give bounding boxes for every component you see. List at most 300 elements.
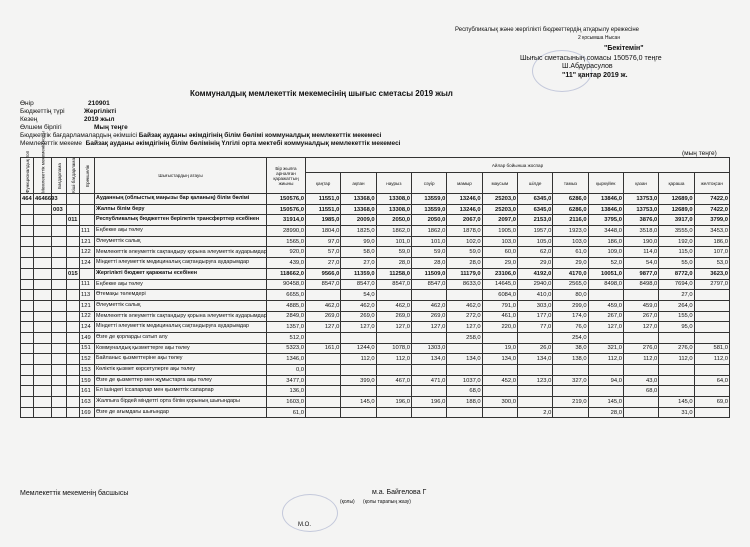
table-cell	[67, 258, 80, 269]
table-cell: 188,0	[447, 397, 482, 408]
table-cell: 25203,0	[482, 194, 517, 205]
table-cell: 462,0	[376, 300, 411, 311]
table-cell	[376, 290, 411, 301]
table-cell: 8633,0	[447, 279, 482, 290]
table-cell	[341, 407, 376, 418]
table-cell: 6655,0	[267, 290, 306, 301]
table-row	[21, 354, 730, 365]
table-cell: 8547,0	[411, 279, 446, 290]
table-cell: 3518,0	[623, 226, 658, 237]
approve-name: Ш.Абдурасулов	[562, 63, 613, 70]
table-cell: 8547,0	[306, 279, 341, 290]
table-cell: 462,0	[306, 300, 341, 311]
table-cell: 28,0	[447, 258, 482, 269]
col-month: наурыз	[376, 173, 411, 194]
table-cell: 192,0	[659, 236, 694, 247]
table-cell: Өзге де қызметтер мен жұмыстарға ақы төлеу	[95, 375, 267, 386]
unit-note: (мың теңге)	[682, 150, 717, 157]
table-cell	[67, 204, 80, 215]
table-cell: 2940,0	[517, 279, 552, 290]
table-cell: 8547,0	[341, 279, 376, 290]
table-cell: 3876,0	[623, 215, 658, 226]
table-cell: 127,0	[623, 322, 658, 333]
table-cell: 3477,0	[267, 375, 306, 386]
table-cell: 13753,0	[623, 194, 658, 205]
table-cell: 58,0	[341, 247, 376, 258]
table-cell	[34, 397, 52, 408]
table-cell	[306, 375, 341, 386]
table-cell: 2849,0	[267, 311, 306, 322]
table-cell: 145,0	[659, 397, 694, 408]
table-cell: 7422,0	[694, 204, 729, 215]
table-cell: 462,0	[341, 300, 376, 311]
table-cell	[482, 386, 517, 397]
table-cell	[306, 290, 341, 301]
table-cell	[21, 407, 34, 418]
table-cell	[34, 247, 52, 258]
col-month: қазан	[623, 173, 658, 194]
table-cell	[21, 375, 34, 386]
table-cell	[553, 386, 588, 397]
table-cell	[34, 343, 52, 354]
table-cell	[694, 332, 729, 343]
table-cell: 11359,0	[341, 268, 376, 279]
table-cell: 13368,0	[341, 194, 376, 205]
table-cell	[67, 279, 80, 290]
table-cell: Ел ішіндегі іссапарлар мен қызметтік сапарлар	[95, 386, 267, 397]
table-cell	[52, 397, 67, 408]
table-cell: 61,0	[553, 247, 588, 258]
table-cell	[34, 236, 52, 247]
table-cell: 272,0	[447, 311, 482, 322]
table-cell: 791,0	[482, 300, 517, 311]
table-cell: Ауданның (облыстық маңызы бар қаланың) білім бөлімі	[95, 194, 267, 205]
footer-signer-name: м.а. Байгелова Г	[372, 489, 427, 496]
table-cell	[21, 268, 34, 279]
table-cell	[376, 386, 411, 397]
table-cell: 134,0	[517, 354, 552, 365]
table-cell	[21, 247, 34, 258]
table-cell	[21, 354, 34, 365]
table-cell: 60,0	[482, 247, 517, 258]
table-cell: 127,0	[306, 322, 341, 333]
table-cell: 54,0	[623, 258, 658, 269]
table-cell	[34, 386, 52, 397]
table-cell	[67, 397, 80, 408]
table-cell	[52, 247, 67, 258]
table-cell: 5323,0	[267, 343, 306, 354]
table-cell: 13246,0	[447, 204, 482, 215]
table-cell: 1957,0	[517, 226, 552, 237]
table-cell: 29,0	[553, 258, 588, 269]
table-cell: 10051,0	[588, 268, 623, 279]
table-cell	[482, 407, 517, 418]
table-cell	[21, 332, 34, 343]
table-cell	[34, 407, 52, 418]
table-cell: Республикалық бюджеттен берілетін трансферттер есебінен	[95, 215, 267, 226]
table-cell: 8772,0	[659, 268, 694, 279]
table-cell: 14645,0	[482, 279, 517, 290]
table-cell	[623, 397, 658, 408]
table-row	[21, 343, 730, 354]
table-cell	[67, 226, 80, 237]
table-cell: 264,0	[659, 300, 694, 311]
table-cell	[67, 386, 80, 397]
table-cell	[588, 332, 623, 343]
table-cell	[34, 279, 52, 290]
table-cell: Көліктік қызмет көрсетулерге ақы төлеу	[95, 365, 267, 376]
table-cell: 3917,0	[659, 215, 694, 226]
table-cell: 163	[80, 397, 95, 408]
table-cell: 112,0	[341, 354, 376, 365]
table-cell: Міндетті әлеуметтік медициналық сақтандыруға аударымдар	[95, 322, 267, 333]
table-cell: 155,0	[659, 311, 694, 322]
table-cell: 9566,0	[306, 268, 341, 279]
table-cell	[34, 290, 52, 301]
table-cell	[52, 279, 67, 290]
table-cell	[341, 386, 376, 397]
table-cell: 53,0	[694, 258, 729, 269]
table-cell: 6286,0	[553, 194, 588, 205]
table-cell: 461,0	[482, 311, 517, 322]
table-cell: 90458,0	[267, 279, 306, 290]
table-cell: 2067,0	[447, 215, 482, 226]
table-cell: 27,0	[341, 258, 376, 269]
table-cell	[411, 332, 446, 343]
table-cell	[52, 258, 67, 269]
table-cell	[80, 215, 95, 226]
col-name: Шығыстардың атауы	[95, 158, 267, 194]
table-cell: Еңбекке ақы төлеу	[95, 226, 267, 237]
table-row	[21, 311, 730, 322]
table-cell	[52, 268, 67, 279]
table-cell: 186,0	[694, 236, 729, 247]
table-cell	[694, 290, 729, 301]
table-cell: 1862,0	[411, 226, 446, 237]
col-inst-code: Мемлекеттік мекеменің коды	[34, 158, 52, 194]
table-cell: 29,0	[482, 258, 517, 269]
table-cell	[517, 365, 552, 376]
table-cell	[341, 332, 376, 343]
table-cell: 31,0	[659, 407, 694, 418]
table-cell: 113	[80, 290, 95, 301]
col-month: сәуір	[411, 173, 446, 194]
table-cell: 459,0	[588, 300, 623, 311]
table-cell	[21, 397, 34, 408]
table-cell	[34, 268, 52, 279]
table-cell	[21, 322, 34, 333]
table-cell	[517, 332, 552, 343]
table-cell	[21, 300, 34, 311]
table-cell: 115,0	[659, 247, 694, 258]
table-cell: 269,0	[341, 311, 376, 322]
table-cell: 3453,0	[694, 226, 729, 237]
table-cell: 13308,0	[376, 204, 411, 215]
table-cell: 61,0	[267, 407, 306, 418]
table-cell: 94,0	[588, 375, 623, 386]
table-cell	[553, 407, 588, 418]
table-cell: 118662,0	[267, 268, 306, 279]
table-cell: 59,0	[411, 247, 446, 258]
table-row	[21, 332, 730, 343]
table-cell: 186,0	[588, 236, 623, 247]
approve-amount: Шығыс сметасының сомасы 150576,0 теңге	[520, 55, 662, 62]
table-cell	[482, 332, 517, 343]
table-cell: 3448,0	[588, 226, 623, 237]
table-cell: 269,0	[306, 311, 341, 322]
table-cell: 29,0	[517, 258, 552, 269]
table-cell: 1346,0	[267, 354, 306, 365]
table-cell: 38,0	[553, 343, 588, 354]
table-cell: 62,0	[517, 247, 552, 258]
table-cell: 26,0	[517, 343, 552, 354]
table-row	[21, 322, 730, 333]
table-cell	[34, 332, 52, 343]
table-cell: 1603,0	[267, 397, 306, 408]
approve-heading: "Бекітемін"	[604, 45, 644, 52]
table-cell: 107,0	[694, 247, 729, 258]
table-cell: 101,0	[376, 236, 411, 247]
table-cell: 151	[80, 343, 95, 354]
regulation-ref: Республикалық және жергілікті бюджеттердің атқарылу ережесіне	[455, 27, 640, 33]
table-cell: 13308,0	[376, 194, 411, 205]
table-cell	[34, 375, 52, 386]
table-cell	[659, 386, 694, 397]
table-cell: 103,0	[553, 236, 588, 247]
table-cell	[447, 365, 482, 376]
table-cell: 25203,0	[482, 204, 517, 215]
table-cell: 4885,0	[267, 300, 306, 311]
table-cell: 12689,0	[659, 204, 694, 215]
table-cell: 13368,0	[341, 204, 376, 215]
table-cell: 2009,0	[341, 215, 376, 226]
table-cell	[52, 365, 67, 376]
table-cell: 145,0	[341, 397, 376, 408]
table-row	[21, 407, 730, 418]
table-cell: Өзге де ағымдағы шығындар	[95, 407, 267, 418]
table-cell	[376, 407, 411, 418]
table-cell: 28,0	[588, 407, 623, 418]
table-cell	[34, 311, 52, 322]
table-cell	[306, 397, 341, 408]
table-cell	[52, 322, 67, 333]
table-cell	[588, 365, 623, 376]
table-cell: 7694,0	[659, 279, 694, 290]
table-cell: Әлеуметтік салық	[95, 236, 267, 247]
table-cell: 0,0	[267, 365, 306, 376]
table-cell	[588, 290, 623, 301]
col-subprogram: Кіші бағдарлама	[67, 158, 80, 194]
table-cell	[411, 407, 446, 418]
table-cell: 8547,0	[376, 279, 411, 290]
table-cell	[306, 407, 341, 418]
col-month: мамыр	[447, 173, 482, 194]
table-cell	[694, 311, 729, 322]
table-cell: 1878,0	[447, 226, 482, 237]
table-cell: 109,0	[588, 247, 623, 258]
table-cell: 136,0	[267, 386, 306, 397]
table-cell	[52, 375, 67, 386]
table-cell: 13559,0	[411, 204, 446, 215]
table-cell: 55,0	[659, 258, 694, 269]
table-cell: 3555,0	[659, 226, 694, 237]
col-func-group: Функционалдық топ	[21, 158, 34, 194]
table-cell: 138,0	[553, 354, 588, 365]
table-cell: 467,0	[376, 375, 411, 386]
table-cell	[52, 343, 67, 354]
table-cell: 68,0	[623, 386, 658, 397]
table-cell: 190,0	[623, 236, 658, 247]
table-cell: 1804,0	[306, 226, 341, 237]
table-cell: 459,0	[623, 300, 658, 311]
table-cell	[67, 354, 80, 365]
table-cell: 6345,0	[517, 194, 552, 205]
table-cell: 1565,0	[267, 236, 306, 247]
table-cell: 2116,0	[553, 215, 588, 226]
table-cell: 7422,0	[694, 194, 729, 205]
table-cell: 6345,0	[517, 204, 552, 215]
table-cell	[67, 322, 80, 333]
table-cell: 97,0	[306, 236, 341, 247]
table-cell	[34, 226, 52, 237]
table-cell: 2565,0	[553, 279, 588, 290]
table-cell: 134,0	[482, 354, 517, 365]
table-cell	[34, 322, 52, 333]
table-cell: 327,0	[553, 375, 588, 386]
table-cell	[447, 343, 482, 354]
table-cell	[21, 204, 34, 215]
table-cell	[306, 332, 341, 343]
table-cell: 1825,0	[341, 226, 376, 237]
table-cell	[67, 194, 80, 205]
table-cell	[67, 375, 80, 386]
table-cell: 464	[21, 194, 34, 205]
table-cell: 276,0	[623, 343, 658, 354]
table-cell	[623, 290, 658, 301]
meta-period: Кезең 2019 жыл	[20, 116, 115, 123]
table-cell: 6084,0	[482, 290, 517, 301]
table-cell	[306, 386, 341, 397]
table-row	[21, 268, 730, 279]
table-cell	[67, 311, 80, 322]
table-cell: 57,0	[306, 247, 341, 258]
table-cell: 59,0	[376, 247, 411, 258]
table-cell: 8498,0	[623, 279, 658, 290]
table-cell: 174,0	[553, 311, 588, 322]
table-cell: 462,0	[411, 300, 446, 311]
table-cell	[694, 300, 729, 311]
table-cell: Міндетті әлеуметтік медициналық сақтандыруға аударымдар	[95, 258, 267, 269]
table-cell: 267,0	[588, 311, 623, 322]
table-cell: 28990,0	[267, 226, 306, 237]
table-cell: 124	[80, 322, 95, 333]
table-cell: 19,0	[482, 343, 517, 354]
table-cell	[52, 300, 67, 311]
table-cell: 31914,0	[267, 215, 306, 226]
table-cell	[67, 332, 80, 343]
table-cell: 122	[80, 311, 95, 322]
table-cell: 12689,0	[659, 194, 694, 205]
table-cell	[80, 268, 95, 279]
table-cell: 102,0	[447, 236, 482, 247]
table-cell: 1862,0	[376, 226, 411, 237]
table-cell	[52, 226, 67, 237]
col-month: қыркүйек	[588, 173, 623, 194]
meta-institution: Мемлекеттік мекеме Байзақ ауданы әкімдігінің білім бөлімінің Үлгілі орта мектебі коммуналдық мемлекеттік мекемесі	[20, 140, 401, 147]
approve-date: "11" қантар 2019 ж.	[562, 72, 628, 79]
table-cell: 512,0	[267, 332, 306, 343]
table-cell: 269,0	[411, 311, 446, 322]
table-cell	[376, 332, 411, 343]
table-cell: 177,0	[517, 311, 552, 322]
table-cell: 27,0	[659, 290, 694, 301]
table-cell: 11258,0	[376, 268, 411, 279]
table-cell: 1037,0	[447, 375, 482, 386]
table-cell: Еңбекке ақы төлеу	[95, 279, 267, 290]
document-title: Коммуналдық мемлекеттік мекемесінің шығыс сметасы 2019 жыл	[190, 89, 453, 98]
table-cell	[411, 290, 446, 301]
table-cell: 127,0	[447, 322, 482, 333]
table-cell: 152	[80, 354, 95, 365]
table-cell: 69,0	[694, 397, 729, 408]
table-cell	[659, 375, 694, 386]
col-program: Бағдарлама	[52, 158, 67, 194]
table-cell: 13846,0	[588, 204, 623, 215]
table-cell	[21, 386, 34, 397]
table-cell	[67, 247, 80, 258]
table-cell: 920,0	[267, 247, 306, 258]
table-cell: 99,0	[341, 236, 376, 247]
table-cell: 462,0	[447, 300, 482, 311]
table-cell: 112,0	[376, 354, 411, 365]
table-row	[21, 290, 730, 301]
col-month: ақпан	[341, 173, 376, 194]
table-cell: 159	[80, 375, 95, 386]
table-cell: 11551,0	[306, 194, 341, 205]
table-cell: 80,0	[553, 290, 588, 301]
table-cell	[34, 300, 52, 311]
table-cell	[52, 236, 67, 247]
table-cell	[411, 386, 446, 397]
table-cell	[623, 407, 658, 418]
table-cell	[694, 407, 729, 418]
table-row	[21, 247, 730, 258]
table-cell	[306, 365, 341, 376]
table-row	[21, 279, 730, 290]
table-cell: 3623,0	[694, 268, 729, 279]
table-cell: 127,0	[411, 322, 446, 333]
table-cell: 003	[52, 204, 67, 215]
table-cell: Коммуналдық қызметтерге ақы төлеу	[95, 343, 267, 354]
table-cell: 267,0	[623, 311, 658, 322]
meta-admin: Бюджеттік бағдарламалардың әкімшісі Байзақ ауданы әкімдігінің білім бөлімі коммуналдық мемлекеттік мекемесі	[20, 132, 382, 139]
meta-code: Өнір 210901	[20, 100, 110, 107]
table-cell: 399,0	[341, 375, 376, 386]
table-cell: 43,0	[623, 375, 658, 386]
table-cell: 1923,0	[553, 226, 588, 237]
table-cell: 2097,0	[482, 215, 517, 226]
table-cell: 23106,0	[482, 268, 517, 279]
table-cell	[588, 386, 623, 397]
table-cell	[52, 215, 67, 226]
table-cell	[52, 311, 67, 322]
table-cell: Жергілікті бюджет қаражаты есебінен	[95, 268, 267, 279]
table-cell: 153	[80, 365, 95, 376]
table-cell	[80, 204, 95, 215]
table-cell: 13559,0	[411, 194, 446, 205]
table-cell	[52, 354, 67, 365]
table-row	[21, 386, 730, 397]
